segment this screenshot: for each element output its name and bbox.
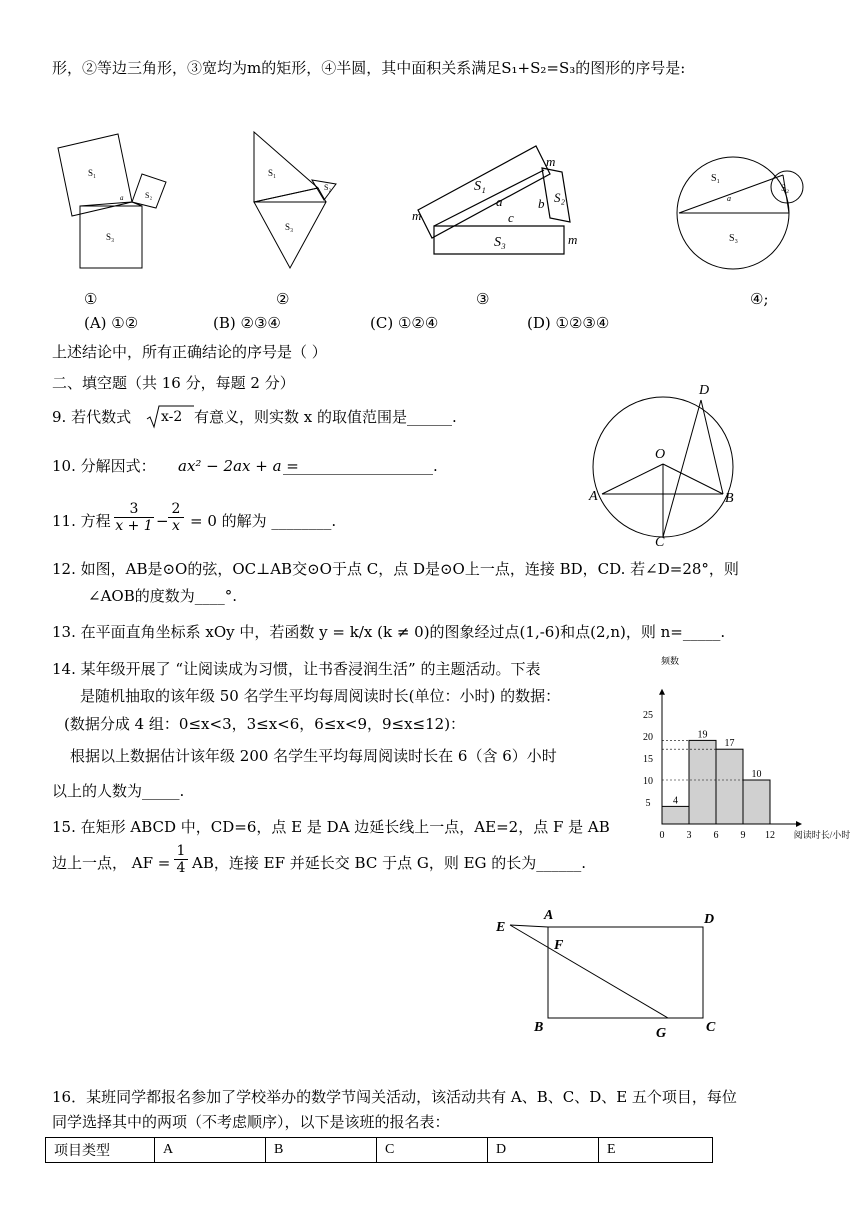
q8-line1: 形，②等边三角形，③宽均为m的矩形，④半圆，其中面积关系满足S₁+S₂=S₃的图形的序号是:: [52, 59, 686, 77]
q14-line2: 是随机抽取的该年级 50 名学生平均每周阅读时长(单位：小时) 的数据：: [80, 687, 561, 705]
q11-suffix: = 0 的解为 ________.: [190, 512, 337, 530]
x-axis-label: 阅读时长/小时: [793, 830, 851, 840]
bar-data-label: 10: [751, 769, 762, 780]
q11-fraction-2: [168, 501, 184, 534]
table-row: [46, 1138, 713, 1163]
bar-data-label: 19: [697, 729, 708, 741]
circle-label-o: O: [655, 447, 666, 462]
histogram-bar: [689, 740, 716, 824]
table-header-cell: A: [155, 1138, 266, 1163]
q11-denominator-2: x: [172, 518, 180, 534]
registration-table: [45, 1137, 713, 1163]
circle-label-a: A: [589, 489, 598, 504]
q12-line2: ∠AOB的度数为____°.: [88, 587, 237, 605]
x-tick-label: 6: [713, 830, 719, 841]
fig3-b-label: b: [538, 196, 545, 211]
q15-line2-prefix: 边上一点， AF =: [52, 854, 171, 872]
option-b: (B) ②③④: [213, 314, 281, 332]
fig3-s1-label: S₁: [474, 179, 486, 194]
y-tick-label: 20: [643, 732, 653, 743]
table-header-cell: D: [488, 1138, 599, 1163]
fig2-s1-label: S₁: [268, 168, 277, 178]
fig-number-2: ②: [276, 290, 290, 308]
q14-line4: 根据以上数据估计该年级 200 名学生平均每周阅读时长在 6（含 6）小时: [70, 747, 557, 765]
fig3-s3-label: S₃: [494, 235, 506, 250]
q12-line1: 12. 如图，AB是⊙O的弦，OC⊥AB交⊙O于点 C，点 D是⊙O上一点，连接 BD，CD. 若∠D=28°，则: [52, 560, 739, 578]
q15-frac-den: 4: [176, 860, 186, 876]
q11-minus: −: [156, 512, 169, 530]
q9-suffix: 有意义，则实数 x 的取值范围是______.: [194, 408, 457, 426]
circle-label-b: B: [725, 491, 734, 506]
q14-line1: 14. 某年级开展了 “让阅读成为习惯，让书香浸润生活” 的主题活动。下表: [52, 660, 541, 678]
q11-fraction-1: [114, 501, 154, 534]
histogram-bar: [716, 749, 743, 824]
y-tick-label: 10: [643, 776, 653, 787]
q9-radicand: x-2: [161, 409, 183, 425]
rect-label-a: A: [544, 908, 554, 923]
circle-label-d: D: [699, 383, 710, 398]
option-c: (C) ①②④: [370, 314, 439, 332]
x-tick-label: 12: [765, 830, 775, 841]
rect-label-b: B: [534, 1020, 544, 1035]
x-tick-label: 9: [740, 830, 746, 841]
q10-expression: ax² − 2ax + a =: [178, 457, 299, 475]
figure-1-squares: [50, 120, 180, 280]
table-header-cell: E: [599, 1138, 713, 1163]
q14-line5: 以上的人数为_____.: [52, 782, 185, 800]
figure-2-triangles: [240, 130, 350, 275]
q10-blank: ____________________.: [283, 457, 438, 475]
fig3-c-label: c: [508, 210, 514, 225]
q15-line1: 15. 在矩形 ABCD 中，CD=6，点 E 是 DA 边延长线上一点，AE=2，点 F 是 AB: [52, 818, 610, 836]
fig-number-4: ④;: [750, 290, 769, 308]
q8-conclusion: 上述结论中，所有正确结论的序号是（ ）: [52, 343, 327, 361]
option-d: (D) ①②③④: [527, 314, 610, 332]
q16-line1: 16．某班同学都报名参加了学校举办的数学节闯关活动，该活动共有 A、B、C、D、E 五个项目，每位: [52, 1088, 737, 1106]
q10-prefix: 10. 分解因式：: [52, 457, 156, 475]
table-header-cell: B: [266, 1138, 377, 1163]
bar-data-label: 17: [724, 738, 735, 750]
table-header-cell: 项目类型: [46, 1138, 155, 1163]
fig2-s3-label: S₃: [285, 222, 294, 232]
rect-label-g: G: [656, 1026, 667, 1041]
x-axis-arrow: [796, 821, 802, 827]
fig1-s3-label: S₃: [106, 232, 115, 242]
fig2-s2-label: S₂: [324, 183, 332, 192]
fig-number-3: ③: [476, 290, 490, 308]
q11-prefix: 11. 方程: [52, 512, 111, 530]
q9-prefix: 9. 若代数式: [52, 408, 132, 426]
x-tick-label: 3: [686, 830, 692, 841]
q15-frac-num: 1: [174, 843, 188, 860]
q11-denominator-1: x + 1: [115, 518, 153, 534]
q11-numerator-2: 2: [168, 501, 184, 518]
y-tick-label: 25: [643, 710, 653, 721]
fig4-a-label: a: [727, 194, 731, 203]
q11-numerator-1: 3: [114, 501, 154, 518]
fig3-m-label-left: m: [412, 208, 422, 223]
fig3-m-label-top: m: [546, 154, 556, 169]
y-tick-label: 15: [643, 754, 653, 765]
y-axis-label: 频数: [660, 656, 680, 666]
q14-line3: (数据分成 4 组：0≤x<3，3≤x<6，6≤x<9，9≤x≤12)：: [64, 715, 466, 733]
rect-label-d: D: [704, 912, 715, 927]
rect-label-f: F: [554, 938, 564, 953]
rect-label-c: C: [706, 1020, 716, 1035]
circle-figure: [585, 378, 745, 548]
q15-line2-suffix: AB，连接 EF 并延长交 BC 于点 G，则 EG 的长为______.: [192, 854, 587, 872]
histogram-chart: [640, 650, 865, 850]
fig4-s1-label: S₁: [711, 173, 721, 184]
rectangle-figure: [490, 905, 730, 1040]
histogram-bar: [662, 806, 689, 824]
y-axis-arrow: [659, 689, 665, 695]
bar-data-label: 4: [673, 795, 678, 807]
fig1-s2-label: S₂: [145, 191, 153, 200]
fig1-a-label: a: [120, 194, 124, 202]
q16-line2: 同学选择其中的两项（不考虑顺序），以下是该班的报名表：: [52, 1113, 450, 1131]
fig3-m-label-right: m: [568, 232, 578, 247]
section-2-title: 二、填空题（共 16 分，每题 2 分）: [52, 374, 295, 392]
histogram-bar: [743, 780, 770, 824]
q15-fraction: [174, 843, 188, 876]
fig3-s2-label: S₂: [554, 190, 566, 205]
figure-3-rectangles: [408, 140, 598, 260]
figure-4-semicircles: [675, 145, 815, 285]
fig1-s1-label: S₁: [88, 168, 97, 178]
fig3-a-label: a: [496, 194, 503, 209]
fig4-s3-label: S₃: [729, 233, 739, 244]
fig4-s2-label: S₂: [781, 183, 790, 193]
rect-label-e: E: [496, 920, 506, 935]
x-tick-label: 0: [659, 830, 665, 841]
option-a: (A) ①②: [84, 314, 139, 332]
fig-number-1: ①: [84, 290, 98, 308]
table-header-cell: C: [377, 1138, 488, 1163]
y-tick-label: 5: [645, 798, 651, 809]
q13-text: 13. 在平面直角坐标系 xOy 中，若函数 y = k/x (k ≠ 0)的图象经过点(1,-6)和点(2,n)，则 n=_____.: [52, 623, 726, 641]
circle-label-c: C: [655, 535, 665, 550]
